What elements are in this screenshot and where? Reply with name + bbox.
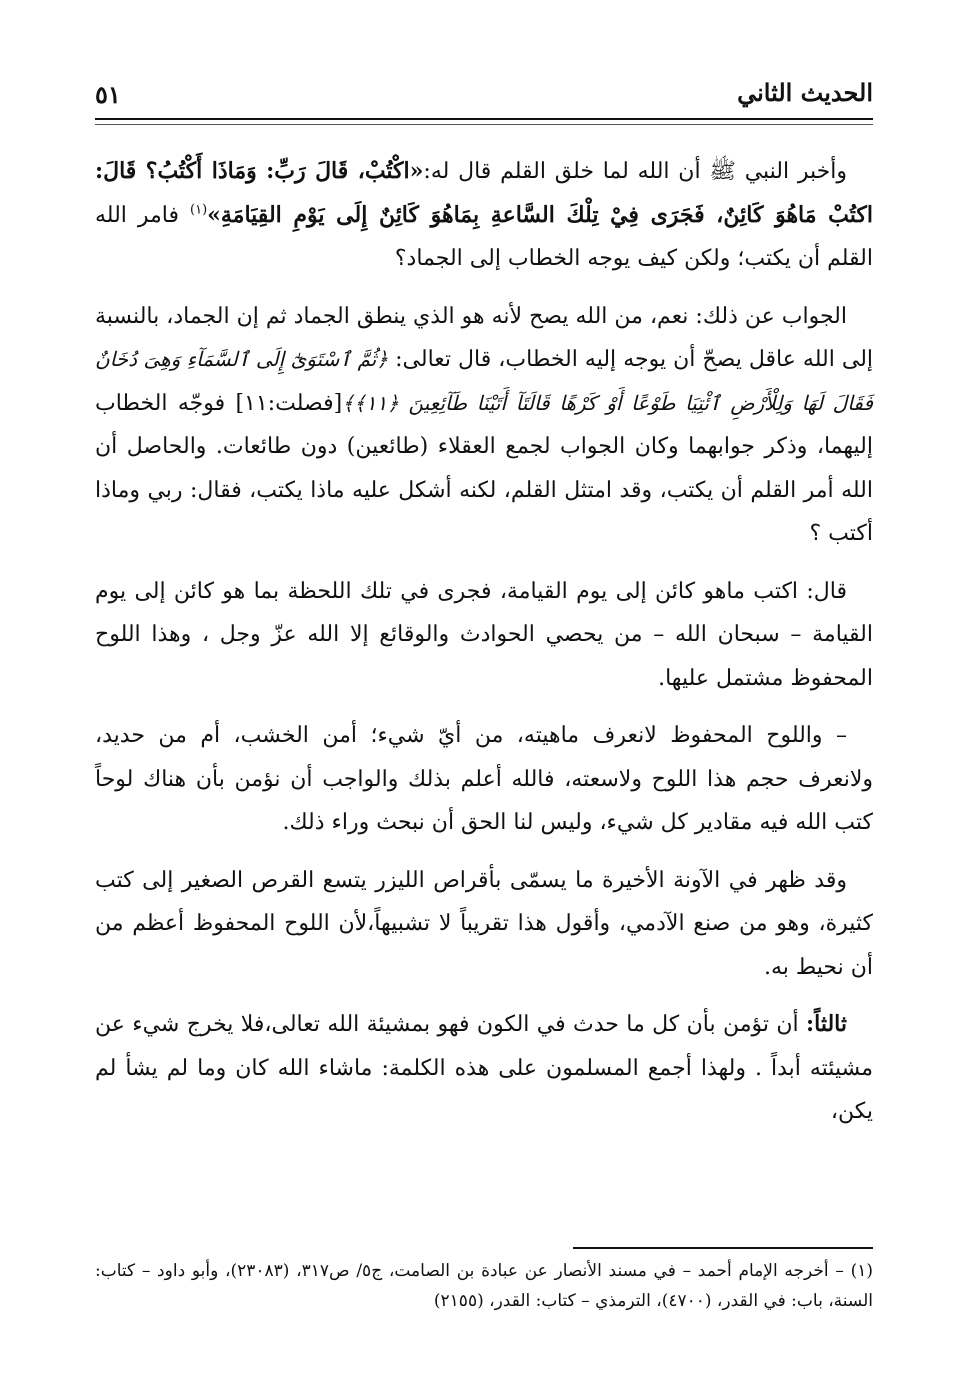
paragraph-1-rest: فامر الله القلم أن يكتب؛ ولكن كيف يوجه الخطاب إلى الجماد؟: [95, 202, 873, 271]
page-number: ٥١: [95, 80, 121, 109]
quran-verse: ﴿ثُمَّ ٱسْتَوَىٰٓ إِلَى ٱلسَّمَآءِ وَهِىَ دُخَانٌ فَقَالَ لَهَا وَلِلْأَرْضِ ٱئْتِيَا طَوْعًا أَوْ كَرْهًا قَالَتَآ أَتَيْنَا طَآئِعِينَ ﴿١١﴾﴾: [95, 347, 873, 415]
main-text: [95, 150, 873, 1148]
paragraph-2: [95, 295, 873, 556]
paragraph-1-intro: وأخبر النبي ﷺ أن الله لما خلق القلم قال له:: [423, 159, 848, 184]
paragraph-4: – واللوح المحفوظ لانعرف ماهيته، من أيّ شيء؛ أمن الخشب، أم من حديد، ولانعرف حجم هذا اللوح ولاسعته، فالله أعلم بذلك والواجب أن نؤمن بأن هناك لوحاً كتب الله فيه مقادير كل شيء، وليس لنا الحق أن نبحث وراء ذلك.: [95, 723, 873, 835]
paragraph-2-text-a: الجواب عن ذلك: نعم، من الله يصح لأنه هو الذي ينطق الجماد ثم إن الجماد، بالنسبة إلى الله عاقل يصحّ أن يوجه إليه الخطاب، قال تعالى:: [95, 303, 874, 372]
header-divider: [95, 118, 873, 125]
paragraph-1: [95, 150, 873, 281]
footnote: (١) – أخرجه الإمام أحمد – في مسند الأنصار عن عبادة بن الصامت، ج٥/ ص٣١٧، (٢٣٠٨٣)، وأبو داود – كتاب: السنة، باب: في القدر، (٤٧٠٠)، الترمذي – كتاب: القدر، (٢١٥٥): [95, 1261, 874, 1311]
footnote-reference: (١): [190, 202, 208, 218]
paragraph-2-text-b: [فصلت:١١] فوجّه الخطاب إليهما، وذكر جوابهما وكان الجواب لجمع العقلاء (طائعين) دون طائعات. والحاصل أن الله أمر القلم أن يكتب، وقد امتثل القلم، لكنه أشكل عليه ماذا يكتب، فقال: ربي وماذا أكتب ؟: [95, 390, 874, 546]
chapter-title: الحديث الثاني: [737, 78, 873, 107]
running-header: [95, 78, 873, 118]
paragraph-3: قال: اكتب ماهو كائن إلى يوم القيامة، فجرى في تلك اللحظة بما هو كائن إلى يوم القيامة – سبحان الله – من يحصي الحوادث والوقائع إلا الله عزّ وجل ، وهذا اللوح المحفوظ مشتمل عليها.: [95, 578, 873, 691]
paragraph-6-lead: ثالثاً:: [806, 1011, 847, 1037]
paragraph-6-text: أن تؤمن بأن كل ما حدث في الكون فهو بمشيئة الله تعالى،فلا يخرج شيء عن مشيئته أبداً . ولهذا أجمع المسلمون على هذه الكلمة: ماشاء الله كان وما لم يشأ لم يكن،: [95, 1012, 873, 1124]
paragraph-5: وقد ظهر في الآونة الأخيرة ما يسمّى بأقراص الليزر يتسع القرص الصغير إلى كتب كثيرة، وهو من صنع الآدمي، وأقول هذا تقريباً لا تشبيهاً،لأن اللوح المحفوظ أعظم من أن نحيط به.: [95, 867, 873, 980]
footnote-divider: [573, 1247, 873, 1249]
hadith-quote: «اكْتُبْ، قَالَ رَبِّ: وَمَاذَا أَكْتُبُ؟ قَالَ: اكتُبْ مَاهُوَ كَائِنٌ، فَجَرَى فِيْ تِلْكَ السَّاعةِ بِمَاهُوَ كَائِنٌ إِلَى يَوْمِ القِيَامَةِ»: [95, 158, 874, 228]
paragraph-6: [95, 1003, 873, 1134]
